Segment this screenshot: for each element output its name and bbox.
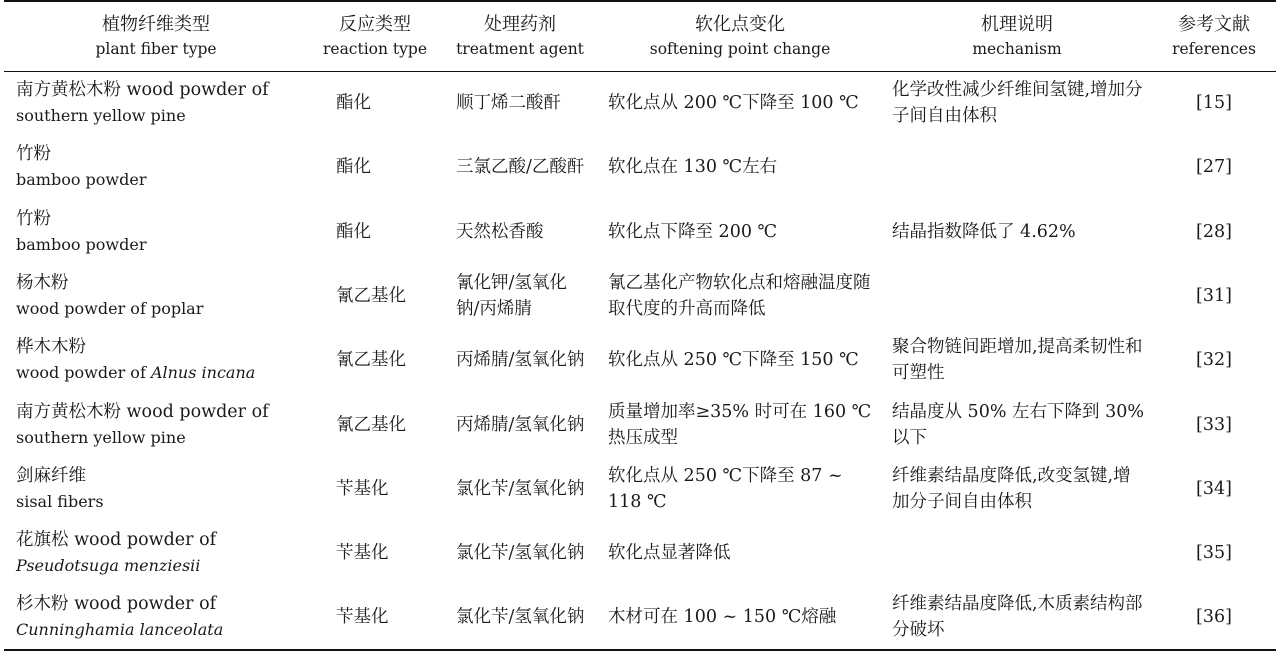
fiber-en-plain: wood powder of [16, 363, 151, 383]
cell-softening-change: 软化点从 250 ℃下降至 150 ℃ [608, 350, 859, 371]
cell-softening-change: 软化点下降至 200 ℃ [608, 221, 778, 242]
cell-softening-change: 软化点从 250 ℃下降至 87 ~ 118 ℃ [608, 465, 843, 512]
cell-reference: [28] [1196, 221, 1232, 242]
cell-mechanism: 聚合物链间距增加,提高柔韧性和可塑性 [892, 337, 1143, 384]
header-references: 参考文献 references [1152, 1, 1276, 71]
cell-mechanism [882, 521, 1152, 585]
cell-reference: [32] [1196, 350, 1232, 371]
cell-fiber-type: 桦木木粉 wood powder of Alnus incana [16, 337, 256, 383]
cell-fiber-type: 杉木粉 wood powder of Cunninghamia lanceolata [4, 585, 308, 649]
cell-reaction-type: 酯化 [336, 221, 371, 242]
cell-reference: [35] [1196, 543, 1232, 564]
table-row [4, 71, 1276, 135]
cell-reaction-type: 苄基化 [336, 478, 389, 499]
header-plant-fiber-type: 植物纤维类型 plant fiber type [4, 1, 308, 71]
fiber-en-species: Alnus incana [150, 363, 256, 383]
cell-softening-change: 软化点显著降低 [608, 543, 731, 564]
cell-fiber-type: 竹粉 bamboo powder [16, 208, 147, 254]
header-softening-point-change: 软化点变化 softening point change [598, 1, 882, 71]
cell-reaction-type: 苄基化 [336, 543, 389, 564]
cell-fiber-type: 剑麻纤维 sisal fibers [16, 465, 104, 511]
cell-reference: [15] [1196, 93, 1232, 114]
cell-treatment-agent: 氯化苄/氢氧化钠 [456, 543, 585, 564]
cell-reaction-type: 酯化 [336, 157, 371, 178]
header-treatment-agent: 处理药剂 treatment agent [442, 1, 598, 71]
cell-softening-change: 质量增加率≥35% 时可在 160 ℃热压成型 [608, 401, 872, 448]
cell-softening-change: 氰乙基化产物软化点和熔融温度随取代度的升高而降低 [608, 273, 871, 320]
cell-treatment-agent: 天然松香酸 [456, 221, 544, 242]
cell-reference: [36] [1152, 585, 1276, 649]
table-row [4, 521, 1276, 585]
cell-fiber-type: 竹粉 bamboo powder [16, 144, 147, 190]
table-row [4, 457, 1276, 521]
cell-mechanism: 纤维素结晶度降低,改变氢键,增加分子间自由体积 [892, 465, 1131, 512]
header-reaction-type: 反应类型 reaction type [308, 1, 442, 71]
cell-softening-change: 软化点在 130 ℃左右 [608, 157, 778, 178]
cell-fiber-type: 南方黄松木粉 wood powder of southern yellow pine [16, 401, 269, 447]
cell-mechanism: 结晶指数降低了 4.62% [892, 221, 1076, 242]
cell-mechanism: 纤维素结晶度降低,木质素结构部分破坏 [882, 585, 1152, 649]
table-row [4, 264, 1276, 328]
cell-reference: [27] [1196, 157, 1232, 178]
cell-reaction-type: 苄基化 [308, 585, 442, 649]
cell-treatment-agent: 氯化苄/氢氧化钠 [442, 585, 598, 649]
cell-reaction-type: 氰乙基化 [336, 286, 406, 307]
cell-mechanism: 结晶度从 50% 左右下降到 30% 以下 [892, 401, 1144, 448]
cell-mechanism [882, 135, 1152, 199]
cell-treatment-agent: 丙烯腈/氢氧化钠 [456, 414, 585, 435]
cell-mechanism: 化学改性减少纤维间氢键,增加分子间自由体积 [892, 80, 1143, 127]
header-row [4, 1, 1276, 71]
header-mechanism: 机理说明 mechanism [882, 1, 1152, 71]
cell-treatment-agent: 三氯乙酸/乙酸酐 [456, 157, 585, 178]
cell-reaction-type: 氰乙基化 [336, 350, 406, 371]
cell-mechanism [882, 264, 1152, 328]
cell-fiber-type: 杨木粉 wood powder of poplar [16, 273, 204, 319]
cell-fiber-type: 南方黄松木粉 wood powder of southern yellow pine [16, 80, 269, 126]
cell-reaction-type: 氰乙基化 [336, 414, 406, 435]
cell-treatment-agent: 顺丁烯二酸酐 [456, 93, 561, 114]
cell-reference: [31] [1196, 286, 1232, 307]
cell-reference: [33] [1196, 414, 1232, 435]
cell-softening-change: 软化点从 200 ℃下降至 100 ℃ [608, 93, 859, 114]
fiber-treatment-table [4, 0, 1276, 651]
cell-softening-change: 木材可在 100 ~ 150 ℃熔融 [598, 585, 882, 649]
cell-fiber-type: 花旗松 wood powder of Pseudotsuga menziesii [16, 530, 217, 576]
cell-treatment-agent: 氰化钾/氢氧化钠/丙烯腈 [456, 273, 567, 320]
table-row [4, 328, 1276, 392]
cell-treatment-agent: 丙烯腈/氢氧化钠 [456, 350, 585, 371]
cell-reference: [34] [1196, 478, 1232, 499]
cell-treatment-agent: 氯化苄/氢氧化钠 [456, 478, 585, 499]
table-row [4, 392, 1276, 456]
table-row [4, 200, 1276, 264]
table-row [4, 585, 1276, 649]
table-row [4, 135, 1276, 199]
cell-reaction-type: 酯化 [336, 93, 371, 114]
